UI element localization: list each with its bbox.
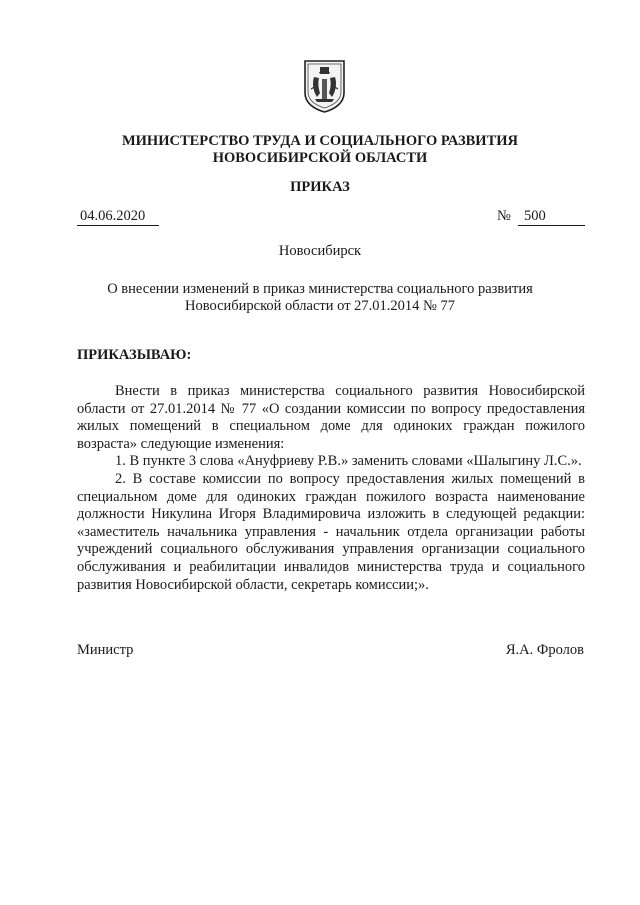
signatory-name: Я.А. Фролов — [505, 642, 584, 658]
document-body — [77, 383, 585, 594]
document-type: ПРИКАЗ — [290, 179, 350, 195]
subject-line1: О внесении изменений в приказ министерства социального развития — [107, 281, 533, 297]
coat-of-arms-icon — [303, 59, 346, 113]
ministry-name — [60, 133, 580, 167]
ministry-name-line2: НОВОСИБИРСКОЙ ОБЛАСТИ — [212, 150, 428, 166]
number-label: № — [497, 208, 511, 224]
document-date: 04.06.2020 — [77, 207, 159, 226]
body-item-2: 2. В составе комиссии по вопросу предоставления жилых помещений в специальном доме для одиноких граждан пожилого возраста наименование должности Никулина Игоря Владимировича изложить в следующей редакции: «заместитель начальника управления - начальник отдела организации работы учреждений социального обслуживания управления организации социального обслуживания и реабилитации инвалидов министерства труда и социального развития Новосибирской области, секретарь комиссии;». — [77, 470, 585, 593]
ministry-name-line1: МИНИСТЕРСТВО ТРУДА И СОЦИАЛЬНОГО РАЗВИТИЯ — [121, 133, 519, 149]
subject-line2: Новосибирской области от 27.01.2014 № 77 — [185, 298, 455, 314]
document-number: 500 — [518, 207, 585, 226]
body-intro: Внести в приказ министерства социального развития Новосибирской области от 27.01.2014 № 77 «О создании комиссии по вопросу предоставления жилых помещений в специальном доме для одиноких граждан пожилого возраста» следующие изменения: — [77, 383, 585, 452]
signatory-position: Министр — [77, 642, 134, 658]
city: Новосибирск — [278, 243, 362, 259]
document-subject — [100, 281, 540, 315]
order-word: ПРИКАЗЫВАЮ: — [77, 347, 192, 363]
body-item-1: 1. В пункте 3 слова «Ануфриеву Р.В.» заменить словами «Шалыгину Л.С.». — [115, 453, 582, 470]
